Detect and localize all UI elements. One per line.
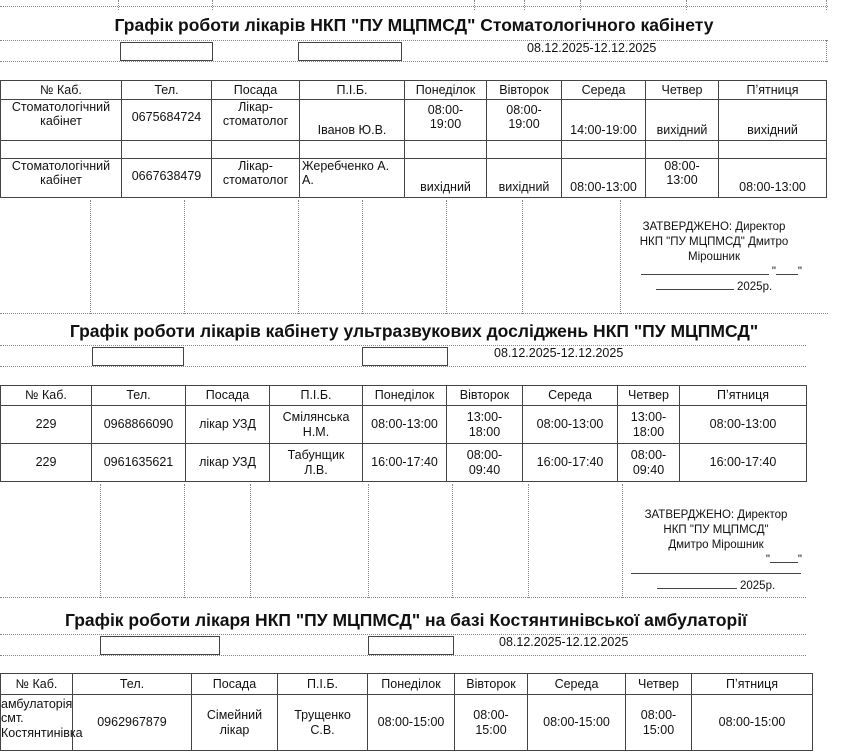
monday-cell: 08:00-13:00	[363, 406, 447, 444]
monday-cell: 08:00-19:00	[405, 100, 487, 141]
wednesday-cell: 08:00-13:00	[562, 159, 646, 198]
tuesday-cell: 13:00-18:00	[447, 406, 523, 444]
thursday-cell: вихідний	[646, 100, 719, 141]
thursday-cell: 08:00-15:00	[626, 695, 692, 751]
header-tuesday: Вівторок	[447, 386, 523, 406]
header-tel: Тел.	[92, 386, 186, 406]
ambulatory-header-row	[1, 674, 813, 695]
tel-cell: 0675684724	[122, 100, 212, 141]
friday-cell: 08:00-13:00	[680, 406, 807, 444]
ultrasound-date-cell-1	[92, 347, 184, 366]
name-cell: Жеребченко А. А.	[300, 159, 405, 198]
approval-quote: "	[771, 265, 776, 278]
tuesday-cell: 08:00-15:00	[455, 695, 528, 751]
approval-line-3: Дмитро Мірошник	[668, 538, 764, 551]
name-cell: Трущенко С.В.	[278, 695, 368, 751]
dental-title: Графік роботи лікарів НКП "ПУ МЦПМСД" Стоматологічного кабінету	[114, 15, 714, 35]
approval-line-1: ЗАТВЕРДЖЕНО: Директор	[644, 509, 788, 521]
header-tel: Тел.	[122, 81, 212, 100]
position-cell: Лікар-стоматолог	[212, 100, 300, 141]
approval-year: 2025р.	[740, 579, 776, 592]
header-friday: Пʼятниця	[719, 81, 827, 100]
approval-line-1: ЗАТВЕРДЖЕНО: Директор	[642, 221, 786, 233]
monday-cell: 16:00-17:40	[363, 444, 447, 482]
wednesday-cell: 08:00-13:00	[523, 406, 618, 444]
header-friday: Пʼятниця	[680, 386, 807, 406]
header-name: П.І.Б.	[300, 81, 405, 100]
ultrasound-approval: ЗАТВЕРДЖЕНО: Директор НКП "ПУ МЦПМСД" Дмитро Мірошник " " 2025р.	[618, 508, 814, 594]
header-monday: Понеділок	[405, 81, 487, 100]
dental-period: 08.12.2025-12.12.2025	[527, 41, 657, 55]
ambulatory-date-cell-2	[368, 636, 454, 655]
header-tuesday: Вівторок	[487, 81, 562, 100]
name-cell: Іванов Ю.В.	[300, 100, 405, 141]
wednesday-cell: 14:00-19:00	[562, 100, 646, 141]
header-monday: Понеділок	[368, 674, 455, 695]
approval-line-2: НКП "ПУ МЦПМСД"	[663, 523, 769, 536]
monday-cell: 08:00-15:00	[368, 695, 455, 751]
header-position: Посада	[186, 386, 270, 406]
ambulatory-period: 08.12.2025-12.12.2025	[499, 635, 629, 649]
tel-cell: 0968866090	[92, 406, 186, 444]
cab-cell: 229	[1, 406, 92, 444]
tel-cell: 0961635621	[92, 444, 186, 482]
tuesday-cell: 08:00-09:40	[447, 444, 523, 482]
header-cab: № Каб.	[1, 674, 73, 695]
dental-date-cell-2	[298, 42, 402, 61]
thursday-cell: 13:00-18:00	[618, 406, 680, 444]
wednesday-cell: 08:00-15:00	[528, 695, 626, 751]
thursday-cell: 08:00-09:40	[618, 444, 680, 482]
dental-approval: ЗАТВЕРДЖЕНО: Директор НКП "ПУ МЦПМСД" Дмитро Мірошник " " 2025р.	[616, 220, 812, 295]
name-cell: Смілянська Н.М.	[270, 406, 363, 444]
ultrasound-date-cell-2	[362, 347, 448, 366]
table-row	[1, 159, 827, 198]
ambulatory-date-cell-1	[100, 636, 220, 655]
tel-cell: 0667638479	[122, 159, 212, 198]
friday-cell: 08:00-13:00	[719, 159, 827, 198]
header-name: П.І.Б.	[278, 674, 368, 695]
position-cell: Сімейний лікар	[192, 695, 278, 751]
ambulatory-title: Графік роботи лікаря НКП "ПУ МЦПМСД" на базі Костянтинівської амбулаторії	[64, 610, 748, 630]
header-thursday: Четвер	[626, 674, 692, 695]
approval-quote: "	[765, 553, 770, 566]
header-position: Посада	[192, 674, 278, 695]
cab-cell: Стоматологічний кабінет	[1, 159, 122, 198]
header-tel: Тел.	[73, 674, 192, 695]
header-wednesday: Середа	[523, 386, 618, 406]
ultrasound-title: Графік роботи лікарів кабінету ультразвукових досліджень НКП "ПУ МЦПМСД"	[69, 321, 759, 341]
spacer-row	[1, 141, 827, 159]
tuesday-cell: 08:00-19:00	[487, 100, 562, 141]
header-thursday: Четвер	[646, 81, 719, 100]
header-wednesday: Середа	[562, 81, 646, 100]
dental-header-row	[1, 81, 827, 100]
tuesday-cell: вихідний	[487, 159, 562, 198]
header-name: П.І.Б.	[270, 386, 363, 406]
friday-cell: 08:00-15:00	[692, 695, 813, 751]
header-friday: Пʼятниця	[692, 674, 813, 695]
header-cab: № Каб.	[1, 81, 122, 100]
ultrasound-period: 08.12.2025-12.12.2025	[494, 346, 624, 360]
ambulatory-schedule-table	[0, 673, 813, 751]
wednesday-cell: 16:00-17:40	[523, 444, 618, 482]
position-cell: лікар УЗД	[186, 406, 270, 444]
approval-line-2: НКП "ПУ МЦПМСД" Дмитро	[639, 235, 789, 248]
header-position: Посада	[212, 81, 300, 100]
ultrasound-header-row	[1, 386, 807, 406]
table-row	[1, 444, 807, 482]
friday-cell: 16:00-17:40	[680, 444, 807, 482]
header-monday: Понеділок	[363, 386, 447, 406]
header-wednesday: Середа	[528, 674, 626, 695]
cab-cell: амбулаторія смт. Костянтинівка	[1, 695, 73, 751]
dental-date-cell-1	[120, 42, 213, 61]
thursday-cell: 08:00-13:00	[646, 159, 719, 198]
friday-cell: вихідний	[719, 100, 827, 141]
table-row	[1, 695, 813, 751]
cab-cell: Стоматологічний кабінет	[1, 100, 122, 141]
name-cell: Табунщик Л.В.	[270, 444, 363, 482]
header-cab: № Каб.	[1, 386, 92, 406]
dental-schedule-table	[0, 80, 827, 198]
monday-cell: вихідний	[405, 159, 487, 198]
position-cell: Лікар-стоматолог	[212, 159, 300, 198]
table-row	[1, 100, 827, 141]
tel-cell: 0962967879	[73, 695, 192, 751]
header-tuesday: Вівторок	[455, 674, 528, 695]
approval-year: 2025р.	[737, 280, 773, 293]
position-cell: лікар УЗД	[186, 444, 270, 482]
header-thursday: Четвер	[618, 386, 680, 406]
approval-line-3: Мірошник	[688, 250, 740, 263]
ultrasound-schedule-table	[0, 385, 807, 482]
table-row	[1, 406, 807, 444]
cab-cell: 229	[1, 444, 92, 482]
